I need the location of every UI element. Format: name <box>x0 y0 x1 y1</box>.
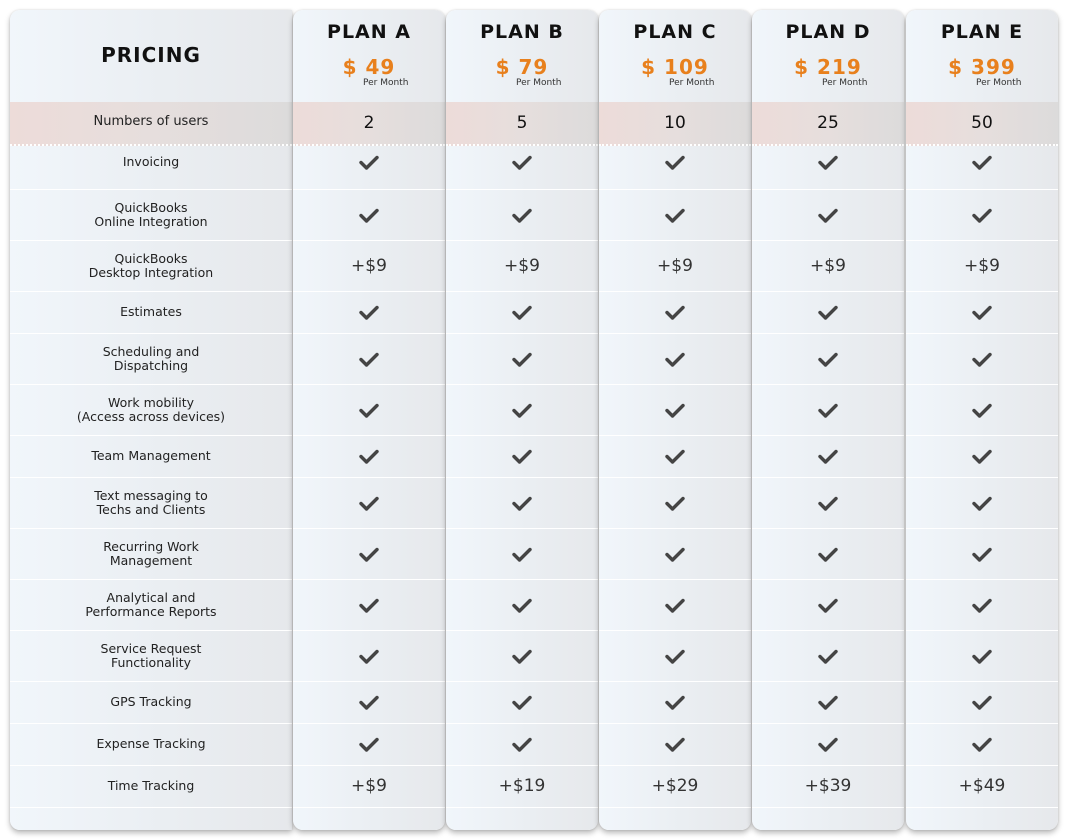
feature-cell <box>446 630 598 682</box>
check-icon <box>818 546 838 562</box>
feature-label-row <box>10 240 292 292</box>
check-icon <box>972 351 992 367</box>
check-icon <box>818 597 838 613</box>
feature-cell <box>599 240 751 292</box>
feature-addon-price: +$9 <box>964 255 1000 276</box>
feature-cell <box>752 435 904 478</box>
check-icon <box>359 402 379 418</box>
plan-name: PLAN C <box>633 21 717 43</box>
feature-label: Scheduling and Dispatching <box>102 343 200 373</box>
check-icon <box>512 351 532 367</box>
feature-cell <box>293 333 445 385</box>
feature-addon-price: +$29 <box>651 776 699 796</box>
feature-addon-price: +$9 <box>657 255 693 276</box>
feature-label: Recurring Work Management <box>103 538 199 568</box>
feature-label-row <box>10 291 292 334</box>
check-icon <box>818 304 838 320</box>
plan-price: $ 219 <box>794 55 862 79</box>
feature-label: Analytical and Performance Reports <box>85 589 217 619</box>
check-icon <box>665 597 685 613</box>
plan-name: PLAN A <box>327 21 411 43</box>
feature-label-row <box>10 189 292 241</box>
check-icon <box>818 154 838 170</box>
feature-cell <box>293 189 445 241</box>
feature-label-row <box>10 723 292 766</box>
feature-cell <box>446 528 598 580</box>
check-icon <box>818 736 838 752</box>
plan-users-count: 2 <box>363 113 375 133</box>
feature-label-row <box>10 384 292 436</box>
feature-label: QuickBooks Desktop Integration <box>88 250 214 280</box>
check-icon <box>359 546 379 562</box>
plan-column <box>906 10 1058 830</box>
check-icon <box>359 648 379 664</box>
feature-cell <box>293 435 445 478</box>
feature-cell <box>906 333 1058 385</box>
feature-cell <box>752 765 904 808</box>
check-icon <box>972 648 992 664</box>
feature-label: QuickBooks Online Integration <box>94 199 208 229</box>
check-icon <box>818 351 838 367</box>
feature-cell <box>446 435 598 478</box>
feature-cell <box>752 579 904 631</box>
feature-cell <box>752 291 904 334</box>
feature-cell <box>906 528 1058 580</box>
feature-cell <box>293 723 445 766</box>
feature-cell <box>599 333 751 385</box>
check-icon <box>818 207 838 223</box>
plan-header <box>446 10 598 102</box>
pricing-header <box>10 10 292 102</box>
feature-cell <box>599 723 751 766</box>
feature-cell <box>599 630 751 682</box>
feature-cell <box>599 765 751 808</box>
feature-cell <box>599 189 751 241</box>
check-icon <box>512 546 532 562</box>
feature-cell <box>752 630 904 682</box>
plan-column <box>599 10 751 830</box>
check-icon <box>818 402 838 418</box>
check-icon <box>665 694 685 710</box>
check-icon <box>512 304 532 320</box>
plan-header <box>293 10 445 102</box>
plan-header <box>906 10 1058 102</box>
feature-cell <box>293 528 445 580</box>
feature-label: Estimates <box>120 304 182 319</box>
plan-column <box>293 10 445 830</box>
feature-cell <box>293 291 445 334</box>
feature-cell <box>599 134 751 190</box>
feature-cell <box>446 189 598 241</box>
plan-period: Per Month <box>363 78 409 88</box>
feature-cell <box>293 630 445 682</box>
check-icon <box>665 304 685 320</box>
feature-label-row <box>10 435 292 478</box>
check-icon <box>972 736 992 752</box>
feature-label-row <box>10 134 292 190</box>
plan-period: Per Month <box>976 78 1022 88</box>
check-icon <box>359 351 379 367</box>
plan-column <box>752 10 904 830</box>
check-icon <box>972 495 992 511</box>
check-icon <box>972 304 992 320</box>
check-icon <box>972 402 992 418</box>
check-icon <box>512 694 532 710</box>
feature-label: Service Request Functionality <box>100 640 202 670</box>
feature-cell <box>599 579 751 631</box>
feature-addon-price: +$9 <box>810 255 846 276</box>
feature-cell <box>906 240 1058 292</box>
feature-cell <box>599 291 751 334</box>
check-icon <box>818 495 838 511</box>
feature-cell <box>752 240 904 292</box>
feature-cell <box>446 765 598 808</box>
feature-cell <box>446 240 598 292</box>
feature-label: Invoicing <box>122 153 180 169</box>
feature-cell <box>446 134 598 190</box>
feature-cell <box>446 723 598 766</box>
users-row-label: Numbers of users <box>93 114 209 129</box>
feature-cell <box>446 333 598 385</box>
feature-label-row <box>10 630 292 682</box>
plan-name: PLAN E <box>940 21 1024 43</box>
feature-label: GPS Tracking <box>110 694 192 709</box>
feature-addon-price: +$9 <box>504 255 540 276</box>
check-icon <box>972 154 992 170</box>
plan-users-count: 10 <box>664 113 686 133</box>
feature-addon-price: +$19 <box>498 776 546 796</box>
plan-name: PLAN B <box>480 21 564 43</box>
plan-price: $ 79 <box>495 55 549 79</box>
feature-cell <box>599 528 751 580</box>
feature-cell <box>906 435 1058 478</box>
check-icon <box>818 448 838 464</box>
feature-label-row <box>10 579 292 631</box>
check-icon <box>665 495 685 511</box>
feature-label: Team Management <box>91 448 211 463</box>
check-icon <box>665 351 685 367</box>
check-icon <box>665 448 685 464</box>
feature-cell <box>906 291 1058 334</box>
check-icon <box>512 448 532 464</box>
feature-label-row <box>10 765 292 808</box>
feature-cell <box>752 189 904 241</box>
feature-cell <box>293 681 445 724</box>
check-icon <box>512 154 532 170</box>
check-icon <box>359 736 379 752</box>
feature-cell <box>293 579 445 631</box>
feature-cell <box>446 291 598 334</box>
check-icon <box>359 694 379 710</box>
plan-name: PLAN D <box>785 21 871 43</box>
feature-cell <box>599 384 751 436</box>
check-icon <box>359 304 379 320</box>
feature-label: Text messaging to Techs and Clients <box>94 487 208 517</box>
plan-users-count: 50 <box>971 113 993 133</box>
feature-cell <box>906 723 1058 766</box>
feature-cell <box>599 681 751 724</box>
check-icon <box>665 546 685 562</box>
feature-cell <box>599 435 751 478</box>
check-icon <box>359 154 379 170</box>
plan-users-count: 5 <box>516 113 528 133</box>
feature-cell <box>599 477 751 529</box>
feature-cell <box>906 189 1058 241</box>
feature-cell <box>752 333 904 385</box>
feature-addon-price: +$39 <box>804 776 852 796</box>
feature-label-row <box>10 333 292 385</box>
check-icon <box>512 597 532 613</box>
check-icon <box>665 154 685 170</box>
feature-column <box>10 10 292 830</box>
plan-price: $ 109 <box>641 55 709 79</box>
check-icon <box>512 648 532 664</box>
plan-price: $ 399 <box>948 55 1016 79</box>
check-icon <box>972 597 992 613</box>
check-icon <box>972 546 992 562</box>
plan-period: Per Month <box>822 78 868 88</box>
feature-cell <box>752 681 904 724</box>
plan-column <box>446 10 598 830</box>
check-icon <box>972 694 992 710</box>
feature-cell <box>293 134 445 190</box>
feature-addon-price: +$9 <box>351 255 387 276</box>
check-icon <box>512 207 532 223</box>
check-icon <box>972 207 992 223</box>
feature-cell <box>906 630 1058 682</box>
feature-label-row <box>10 528 292 580</box>
feature-cell <box>906 134 1058 190</box>
feature-addon-price: +$49 <box>958 776 1006 796</box>
plan-period: Per Month <box>669 78 715 88</box>
feature-label: Expense Tracking <box>96 736 206 751</box>
plan-header <box>599 10 751 102</box>
feature-cell <box>293 240 445 292</box>
check-icon <box>818 694 838 710</box>
feature-cell <box>293 765 445 808</box>
feature-cell <box>906 477 1058 529</box>
feature-cell <box>752 384 904 436</box>
check-icon <box>818 648 838 664</box>
plan-header <box>752 10 904 102</box>
feature-cell <box>446 681 598 724</box>
feature-cell <box>293 384 445 436</box>
check-icon <box>665 736 685 752</box>
plan-users-count: 25 <box>817 113 839 133</box>
check-icon <box>972 448 992 464</box>
feature-cell <box>752 723 904 766</box>
feature-cell <box>906 681 1058 724</box>
feature-cell <box>906 765 1058 808</box>
feature-cell <box>446 384 598 436</box>
feature-cell <box>446 579 598 631</box>
feature-label: Work mobility (Access across devices) <box>76 394 226 424</box>
check-icon <box>665 402 685 418</box>
check-icon <box>512 495 532 511</box>
check-icon <box>665 207 685 223</box>
plan-price: $ 49 <box>342 55 396 79</box>
check-icon <box>359 448 379 464</box>
check-icon <box>359 495 379 511</box>
page-title: PRICING <box>101 43 201 67</box>
check-icon <box>359 207 379 223</box>
check-icon <box>512 402 532 418</box>
feature-cell <box>906 579 1058 631</box>
feature-cell <box>906 384 1058 436</box>
check-icon <box>665 648 685 664</box>
feature-cell <box>752 528 904 580</box>
plan-period: Per Month <box>516 78 562 88</box>
feature-cell <box>752 134 904 190</box>
feature-label-row <box>10 477 292 529</box>
check-icon <box>359 597 379 613</box>
feature-cell <box>752 477 904 529</box>
check-icon <box>512 736 532 752</box>
feature-cell <box>293 477 445 529</box>
feature-label-row <box>10 681 292 724</box>
feature-label: Time Tracking <box>107 778 195 793</box>
feature-cell <box>446 477 598 529</box>
feature-addon-price: +$9 <box>351 776 387 796</box>
